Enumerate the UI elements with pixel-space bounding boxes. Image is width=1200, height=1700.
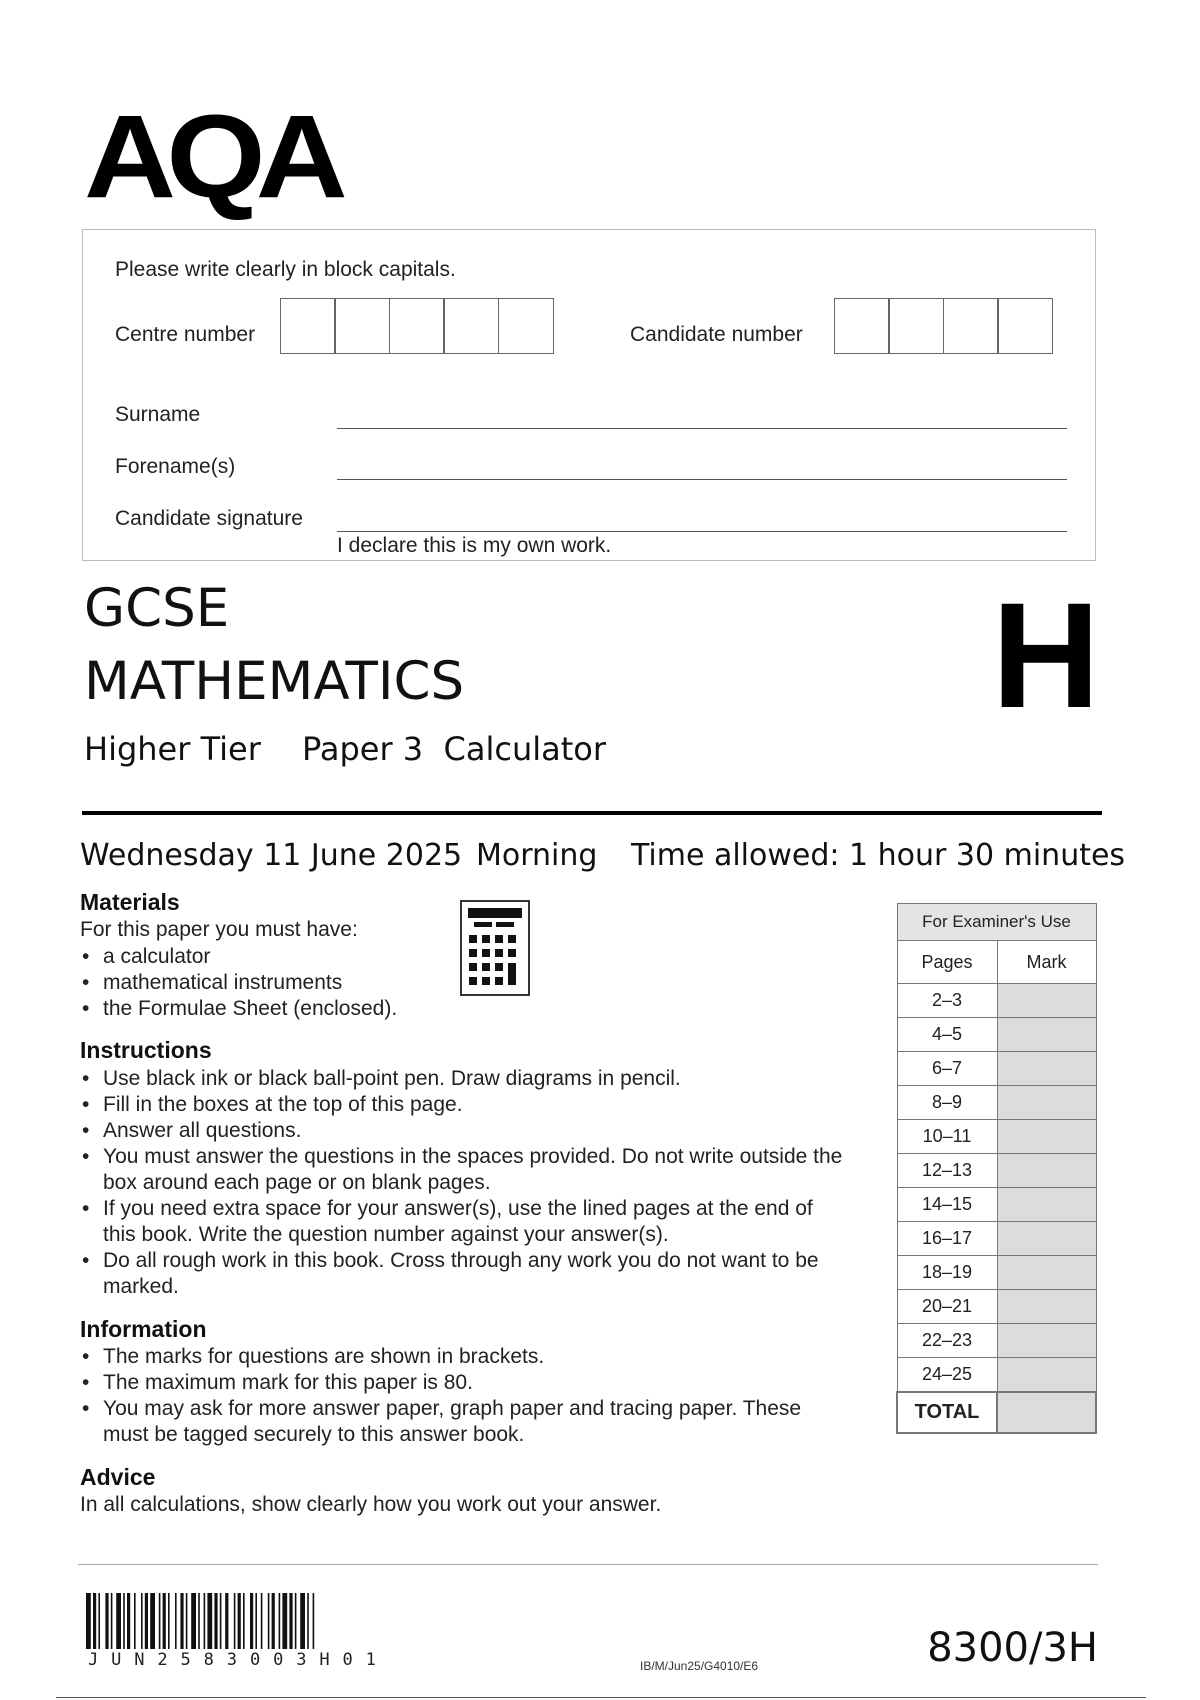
declaration-text: I declare this is my own work.	[337, 534, 612, 557]
materials-heading: Materials	[80, 889, 180, 915]
centre-digit-box[interactable]	[280, 298, 336, 354]
examiner-use-table	[896, 903, 1097, 1434]
pages-cell: 6–7	[897, 1052, 997, 1086]
materials-list	[80, 944, 500, 1022]
pages-cell: 14–15	[897, 1188, 997, 1222]
advice-text: In all calculations, show clearly how you work out your answer.	[80, 1493, 662, 1516]
barcode-graphic	[86, 1593, 498, 1649]
centre-number-label: Centre number	[115, 323, 256, 346]
pages-cell: 24–25	[897, 1358, 997, 1392]
list-item: • The maximum mark for this paper is 80.	[80, 1370, 820, 1396]
mark-cell	[997, 1358, 1096, 1392]
mark-cell	[997, 1324, 1096, 1358]
pages-cell: 10–11	[897, 1120, 997, 1154]
candidate-digit-box[interactable]	[943, 298, 999, 354]
signature-line[interactable]	[337, 531, 1067, 532]
candidate-number-boxes[interactable]	[835, 298, 1053, 354]
time-allowed: Time allowed: 1 hour 30 minutes	[631, 838, 1126, 873]
mark-cell	[997, 984, 1096, 1018]
list-item: • Use black ink or black ball-point pen. Draw diagrams in pencil.	[80, 1066, 850, 1092]
list-item: • The marks for questions are shown in brackets.	[80, 1344, 820, 1370]
exam-session: Morning	[476, 838, 598, 873]
materials-intro: For this paper you must have:	[80, 918, 358, 941]
mark-cell	[997, 1154, 1096, 1188]
pages-cell: 18–19	[897, 1256, 997, 1290]
page-bottom-line	[56, 1697, 1146, 1698]
candidate-digit-box[interactable]	[888, 298, 944, 354]
total-label: TOTAL	[897, 1392, 997, 1433]
title-divider	[82, 811, 1102, 815]
list-item: • the Formulae Sheet (enclosed).	[80, 996, 500, 1022]
pages-cell: 20–21	[897, 1290, 997, 1324]
list-item: • Fill in the boxes at the top of this page.	[80, 1092, 850, 1118]
centre-digit-box[interactable]	[443, 298, 499, 354]
total-mark-cell	[997, 1392, 1096, 1433]
surname-line[interactable]	[337, 428, 1067, 429]
list-item: • If you need extra space for your answer(s), use the lined pages at the end of this book. Write the question number against your answer(s).	[80, 1196, 850, 1248]
subject-title: MATHEMATICS	[84, 651, 465, 712]
list-item: • Answer all questions.	[80, 1118, 850, 1144]
list-item: • a calculator	[80, 944, 500, 970]
mark-cell	[997, 1086, 1096, 1120]
candidate-digit-box[interactable]	[834, 298, 890, 354]
centre-number-boxes[interactable]	[281, 298, 554, 354]
candidate-digit-box[interactable]	[997, 298, 1053, 354]
mark-cell	[997, 1290, 1096, 1324]
barcode-number: JUN2583003H01	[88, 1650, 389, 1670]
examiner-use-heading: For Examiner's Use	[897, 904, 1096, 941]
list-item: • You must answer the questions in the spaces provided. Do not write outside the box around each page or on blank pages.	[80, 1144, 850, 1196]
centre-digit-box[interactable]	[498, 298, 554, 354]
advice-heading: Advice	[80, 1464, 156, 1490]
instructions-list	[80, 1066, 850, 1300]
tier-letter: H	[991, 571, 1100, 739]
mark-cell	[997, 1018, 1096, 1052]
centre-digit-box[interactable]	[334, 298, 390, 354]
candidate-number-label: Candidate number	[630, 323, 803, 346]
footer-divider	[78, 1564, 1098, 1565]
information-list	[80, 1344, 820, 1448]
mark-cell	[997, 1120, 1096, 1154]
exam-date: Wednesday 11 June 2025	[80, 838, 463, 873]
paper-code: 8300/3H	[927, 1625, 1098, 1671]
document-reference: IB/M/Jun25/G4010/E6	[640, 1659, 759, 1673]
pages-cell: 12–13	[897, 1154, 997, 1188]
centre-digit-box[interactable]	[389, 298, 445, 354]
mark-cell	[997, 1222, 1096, 1256]
list-item: • Do all rough work in this book. Cross through any work you do not want to be marked.	[80, 1248, 850, 1300]
mark-cell	[997, 1256, 1096, 1290]
mark-cell	[997, 1188, 1096, 1222]
pages-cell: 4–5	[897, 1018, 997, 1052]
qualification-title: GCSE	[84, 578, 230, 639]
list-item: • mathematical instruments	[80, 970, 500, 996]
signature-label: Candidate signature	[115, 507, 303, 530]
pages-column-header: Pages	[897, 941, 997, 984]
pages-cell: 22–23	[897, 1324, 997, 1358]
tier-label: Higher Tier	[84, 730, 261, 768]
mark-cell	[997, 1052, 1096, 1086]
aqa-logo: AQA	[84, 91, 339, 223]
paper-label: Paper 3 Calculator	[302, 730, 606, 768]
calculator-icon	[460, 900, 530, 996]
information-heading: Information	[80, 1316, 207, 1342]
mark-column-header: Mark	[997, 941, 1096, 984]
pages-cell: 2–3	[897, 984, 997, 1018]
forenames-label: Forename(s)	[115, 455, 236, 478]
block-capitals-instruction: Please write clearly in block capitals.	[115, 258, 456, 281]
surname-label: Surname	[115, 403, 201, 426]
pages-cell: 8–9	[897, 1086, 997, 1120]
pages-cell: 16–17	[897, 1222, 997, 1256]
list-item: • You may ask for more answer paper, graph paper and tracing paper. These must be tagged securely to this answer book.	[80, 1396, 820, 1448]
forenames-line[interactable]	[337, 479, 1067, 480]
instructions-heading: Instructions	[80, 1037, 212, 1063]
